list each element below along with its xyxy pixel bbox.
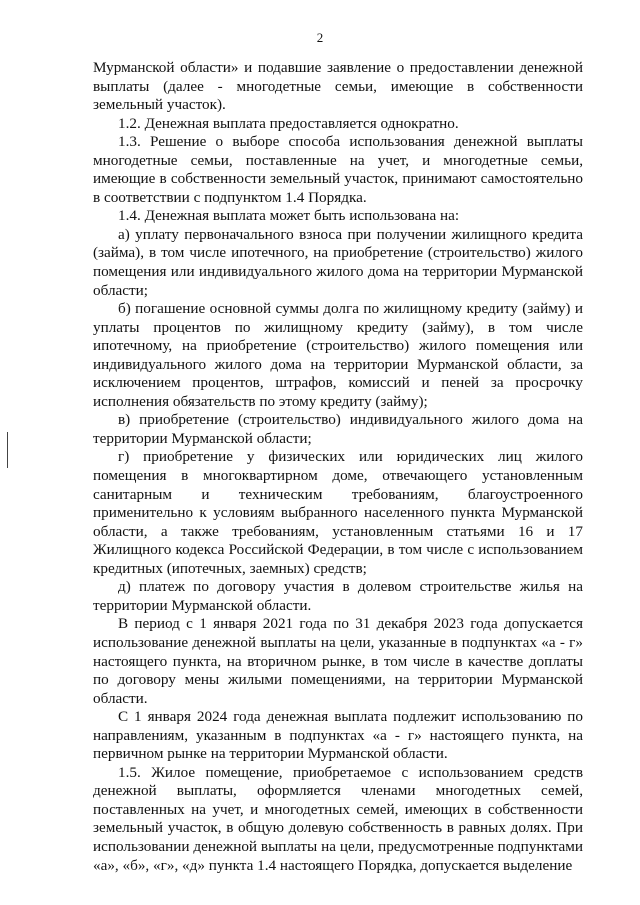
paragraph-1-4: 1.4. Денежная выплата может быть использована на: [118,207,460,225]
document-body [93,59,583,875]
paragraph-period-2021-2023: В период с 1 января 2021 года по 31 декабря 2023 года допускается использование денежной выплаты на цели, указанные в подпунктах «а - г» настоящего пункта, на вторичном рынке, в том числе в качестве доплаты по договору мены жилыми помещениями, на территории Мурманской области. [93,615,583,707]
page-number: 2 [316,30,324,45]
subparagraph-d: д) платеж по договору участия в долевом строительстве жилья на территории Мурманской области. [93,578,583,614]
subparagraph-b: б) погашение основной суммы долга по жилищному кредиту (займу) и уплаты процентов по жилищному кредиту (займу), в том числе ипотечному, на приобретение (строительство) жилого помещения или индивидуального жилого дома на территории Мурманской области, за исключением процентов, штрафов, комиссий и пеней за просрочку исполнения обязательств по этому кредиту (займу); [93,300,583,410]
margin-mark [7,432,8,468]
paragraph-1-5: 1.5. Жилое помещение, приобретаемое с использованием средств денежной выплаты, оформляется членами многодетных семей, поставленных на учет, и многодетных семей, имеющих в собственности земельный участок, в общую долевую собственность в равных долях. При использовании денежной выплаты на цели, предусмотренные подпунктами «а», «б», «г», «д» пункта 1.4 настоящего Порядка, допускается выделение [93,763,583,874]
subparagraph-v: в) приобретение (строительство) индивидуального жилого дома на территории Мурманской области; [93,411,583,447]
subparagraph-g: г) приобретение у физических или юридических лиц жилого помещения в многоквартирном доме, отвечающего установленным санитарным и техническим требованиям, благоустроенного применительно к условиям выбранного населенного пункта Мурманской области, а также требованиям, установленным статьями 16 и 17 Жилищного кодекса Российской Федерации, в том числе с использованием кредитных (ипотечных, заемных) средств; [93,448,583,577]
paragraph-1-2: 1.2. Денежная выплата предоставляется однократно. [118,114,459,132]
paragraph-continuation: Мурманской области» и подавшие заявление о предоставлении денежной выплаты (далее - многодетные семьи, имеющие в собственности земельный участок). [93,59,583,114]
subparagraph-a: а) уплату первоначального взноса при получении жилищного кредита (займа), в том числе ипотечного, на приобретение (строительство) жилого помещения или индивидуального жилого дома на территории Мурманской области; [93,225,583,299]
paragraph-from-2024: С 1 января 2024 года денежная выплата подлежит использованию по направлениям, указанным в подпунктах «а - г» настоящего пункта, на первичном рынке на территории Мурманской области. [93,708,583,763]
paragraph-1-3: 1.3. Решение о выборе способа использования денежной выплаты многодетные семьи, поставленные на учет, и многодетные семьи, имеющие в собственности земельный участок, принимают самостоятельно в соответствии с подпунктом 1.4 Порядка. [93,133,583,206]
